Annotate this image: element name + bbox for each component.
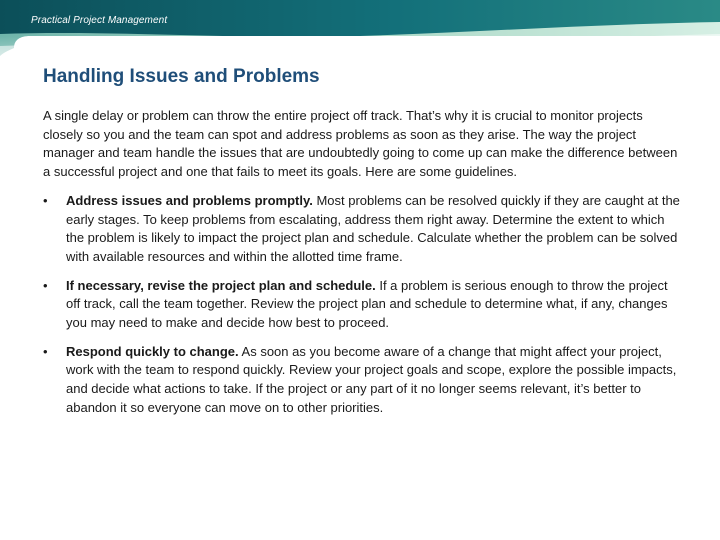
banner-graphic (0, 0, 720, 70)
list-item (43, 343, 683, 418)
list-item (43, 277, 683, 333)
guideline-lead: If necessary, revise the project plan and schedule. (66, 277, 376, 293)
bullet-icon: • (43, 343, 48, 359)
guideline-text: Most problems can be resolved quickly if they are caught at the early stages. To keep problems from escalating, address them right away. Determine the extent to which the problem is likely to impact the project plan and schedule. Calculate whether the problem can be solved with available resources and within the allotted time frame. (66, 192, 680, 264)
bullet-icon: • (43, 277, 48, 293)
guideline-lead: Respond quickly to change. (66, 343, 239, 359)
list-item (43, 192, 683, 267)
header-banner (0, 0, 720, 70)
page-title: Handling Issues and Problems (43, 66, 320, 87)
guideline-text: As soon as you become aware of a change that might affect your project, work with the team to respond quickly. Review your project goals and scope, explore the possible impacts, and decide what actions to take. If the project or any part of it no longer seems relevant, it’s better to abandon it so everyone can move on to other priorities. (66, 343, 677, 415)
intro-paragraph: A single delay or problem can throw the entire project off track. That’s why it is crucial to monitor projects closely so you and the team can spot and address problems as soon as they arise. The way the project manager and team handle the issues that are undoubtedly going to come up can make the difference between a successful project and one that fails to meet its goals. Here are some guidelines. (43, 108, 678, 180)
guideline-lead: Address issues and problems promptly. (66, 192, 313, 208)
guidelines-list (43, 192, 683, 418)
bullet-icon: • (43, 192, 48, 208)
header-label: Practical Project Management (31, 15, 168, 26)
guideline-text: If a problem is serious enough to throw the project off track, call the team together. Review the project plan and schedule to determine what, if any, changes you may need to make and decide how best to proceed. (66, 277, 668, 331)
content-body (43, 107, 683, 428)
